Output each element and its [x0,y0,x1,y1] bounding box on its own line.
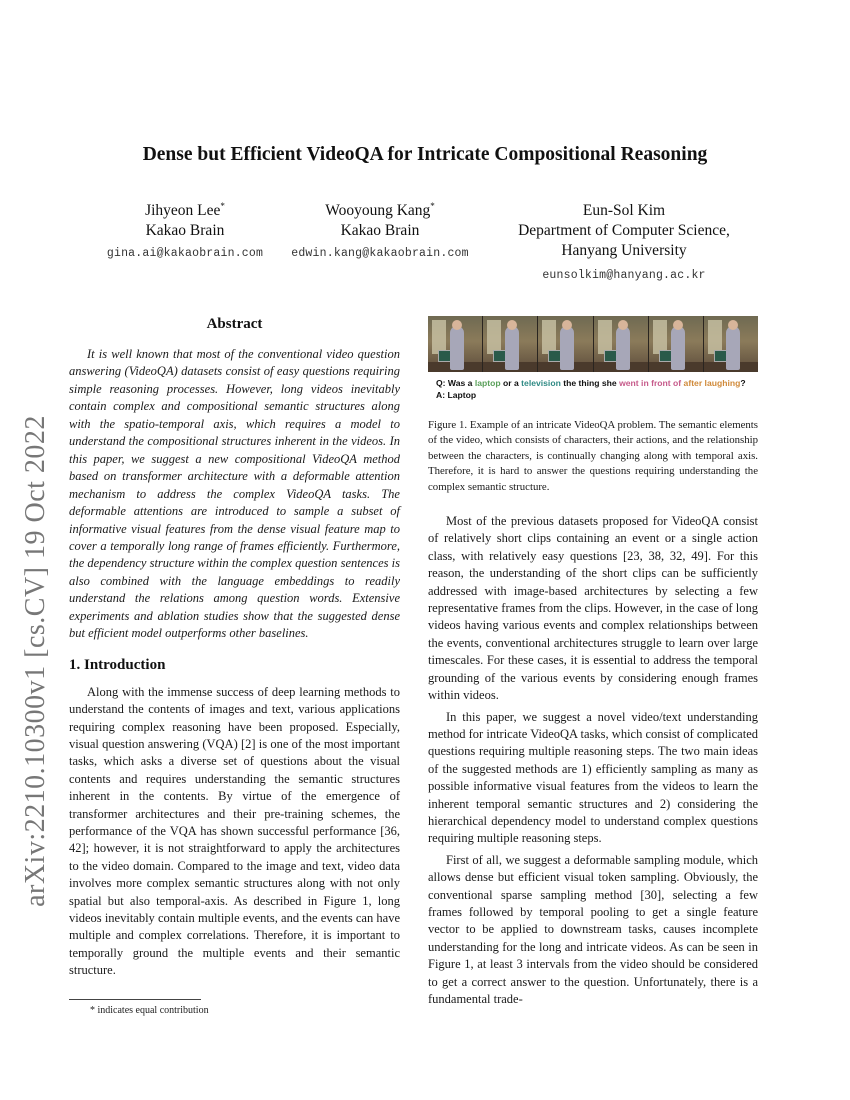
author-email: eunsolkim@hanyang.ac.kr [542,269,706,282]
video-frame [649,316,703,372]
author-block-1 [100,201,270,264]
abstract-heading: Abstract [206,316,263,332]
author-email: edwin.kang@kakaobrain.com [291,247,469,260]
intro-paragraph: Along with the immense success of deep learning methods to understand the contents of images and text, various applications requiring complex reasoning have been proposed. Especially, visual question answering (VQA) [2] is one of the most important tasks, which asks a diverse set of questions about the visual contents and requires understanding the semantic structures inherent in the contents. By virtue of the emergence of transformer architectures and their pre-training schemes, the performance of the VQA has shown successful performance [36, 42]; however, it is not straightforward to apply the architectures to the video domain. Compared to the image and text, video data involves more complex semantic structures along with not only spatial but also temporal-axis. As described in Figure 1, long videos inevitably contain multiple events, and the events can have multiple and complex correlations. Therefore, it is important to temporally ground the multiple events and their semantic structure. [69,684,400,978]
abstract-text: It is well known that most of the conventional video question answering (VideoQA) datasets consist of easy questions requiring simple reasoning processes. However, long videos inevitably contain complex and compositional semantic structures along with the spatio-temporal axis, which requires a model to understand the compositional structures inherent in the videos. In this paper, we suggest a new compositional VideoQA method based on transformer architecture with a deformable attention mechanism to address the complex VideoQA tasks. The deformable attentions are introduced to sample a subset of informative visual features from the dense visual feature map to cover a temporally long range of frames efficiently. Furthermore, the dependency structure within the complex question sentences is also combined with the language embeddings to readily understand the relations among question words. Extensive experiments and ablation studies show that the suggested dense but efficient model outperforms other baselines. [69,347,400,641]
video-frame [538,316,592,372]
author-block-2 [280,201,480,264]
author-name: Jihyeon Lee [145,202,221,219]
figure-1-answer: A: Laptop [436,390,477,400]
left-column [69,316,400,980]
footnote: * indicates equal contribution [90,1005,209,1016]
author-affiliation: Hanyang University [561,242,687,259]
paper-title: Dense but Efficient VideoQA for Intricate Compositional Reasoning [142,144,708,165]
figure-1-video-frames [428,316,758,372]
figure-1-caption: Figure 1. Example of an intricate VideoQA problem. The semantic elements of the video, which consists of characters, their actions, and the relationship between the characters, is continually changing along with temporal axis. Therefore, it is hard to answer the questions requiring understanding the complex semantic structure. [428,419,758,493]
author-affiliation: Department of Computer Science, [518,222,730,239]
highlight-television: television [521,378,561,388]
author-name: Eun-Sol Kim [582,202,666,219]
author-block-3 [500,201,748,286]
figure-1-question: Q: Was a laptop or a television the thing she went in front of after laughing? A: Laptop [436,378,746,400]
video-frame [483,316,537,372]
footnote-rule [69,999,201,1000]
body-paragraph: Most of the previous datasets proposed for VideoQA consist of relatively short clips containing an event or a single action class, with relatively easy questions [23, 38, 32, 49]. For this reason, the understanding of the short clips can be sufficiently addressed with image-based architectures by selecting a few representative frames from the clips. However, in the case of long videos having various events and complex relationships between the events, conventional architectures struggle to learn over large timescales. For these cases, it is essential to address the temporal grounding of the various events by considering enough frames within videos. [428,514,758,703]
author-affiliation: Kakao Brain [145,222,225,239]
author-email: gina.ai@kakaobrain.com [106,247,264,260]
author-name: Wooyoung Kang [325,202,431,219]
highlight-laptop: laptop [474,378,501,388]
video-frame [704,316,758,372]
body-paragraph: In this paper, we suggest a novel video/text understanding method for intricate VideoQA tasks, which consist of complicated questions requiring multiple reasoning steps. The two main ideas of the suggested methods are 1) efficiently sampling as many as possible informative visual features from the videos to learn the inherent temporal semantic structures and 2) considering the hierarchical dependency model to understand complex questions requiring multiple reasoning steps. [428,709,758,846]
highlight-went-in-front-of: went in front of [619,378,682,388]
author-affiliation: Kakao Brain [340,222,420,239]
equal-contribution-mark: * [220,200,225,211]
body-paragraph: First of all, we suggest a deformable sampling module, which allows dense but efficient visual token sampling. Obviously, the conventional sparse sampling method [30], selecting a few frames followed by temporal pooling to get a single feature vector to be applied to downstream tasks, causes incomplete understanding for the long and intricate videos. As can be seen in Figure 1, at least 3 intervals from the video should be considered to get a correct answer to the question. Unfortunately, there is a fundamental trade- [428,852,758,1006]
introduction-heading: 1. Introduction [69,656,166,673]
equal-contribution-mark: * [430,200,435,211]
right-column [428,316,758,1008]
video-frame [594,316,648,372]
arxiv-identifier: arXiv:2210.10300v1 [cs.CV] 19 Oct 2022 [20,415,51,907]
highlight-after-laughing: after laughing [683,378,741,388]
video-frame [428,316,482,372]
